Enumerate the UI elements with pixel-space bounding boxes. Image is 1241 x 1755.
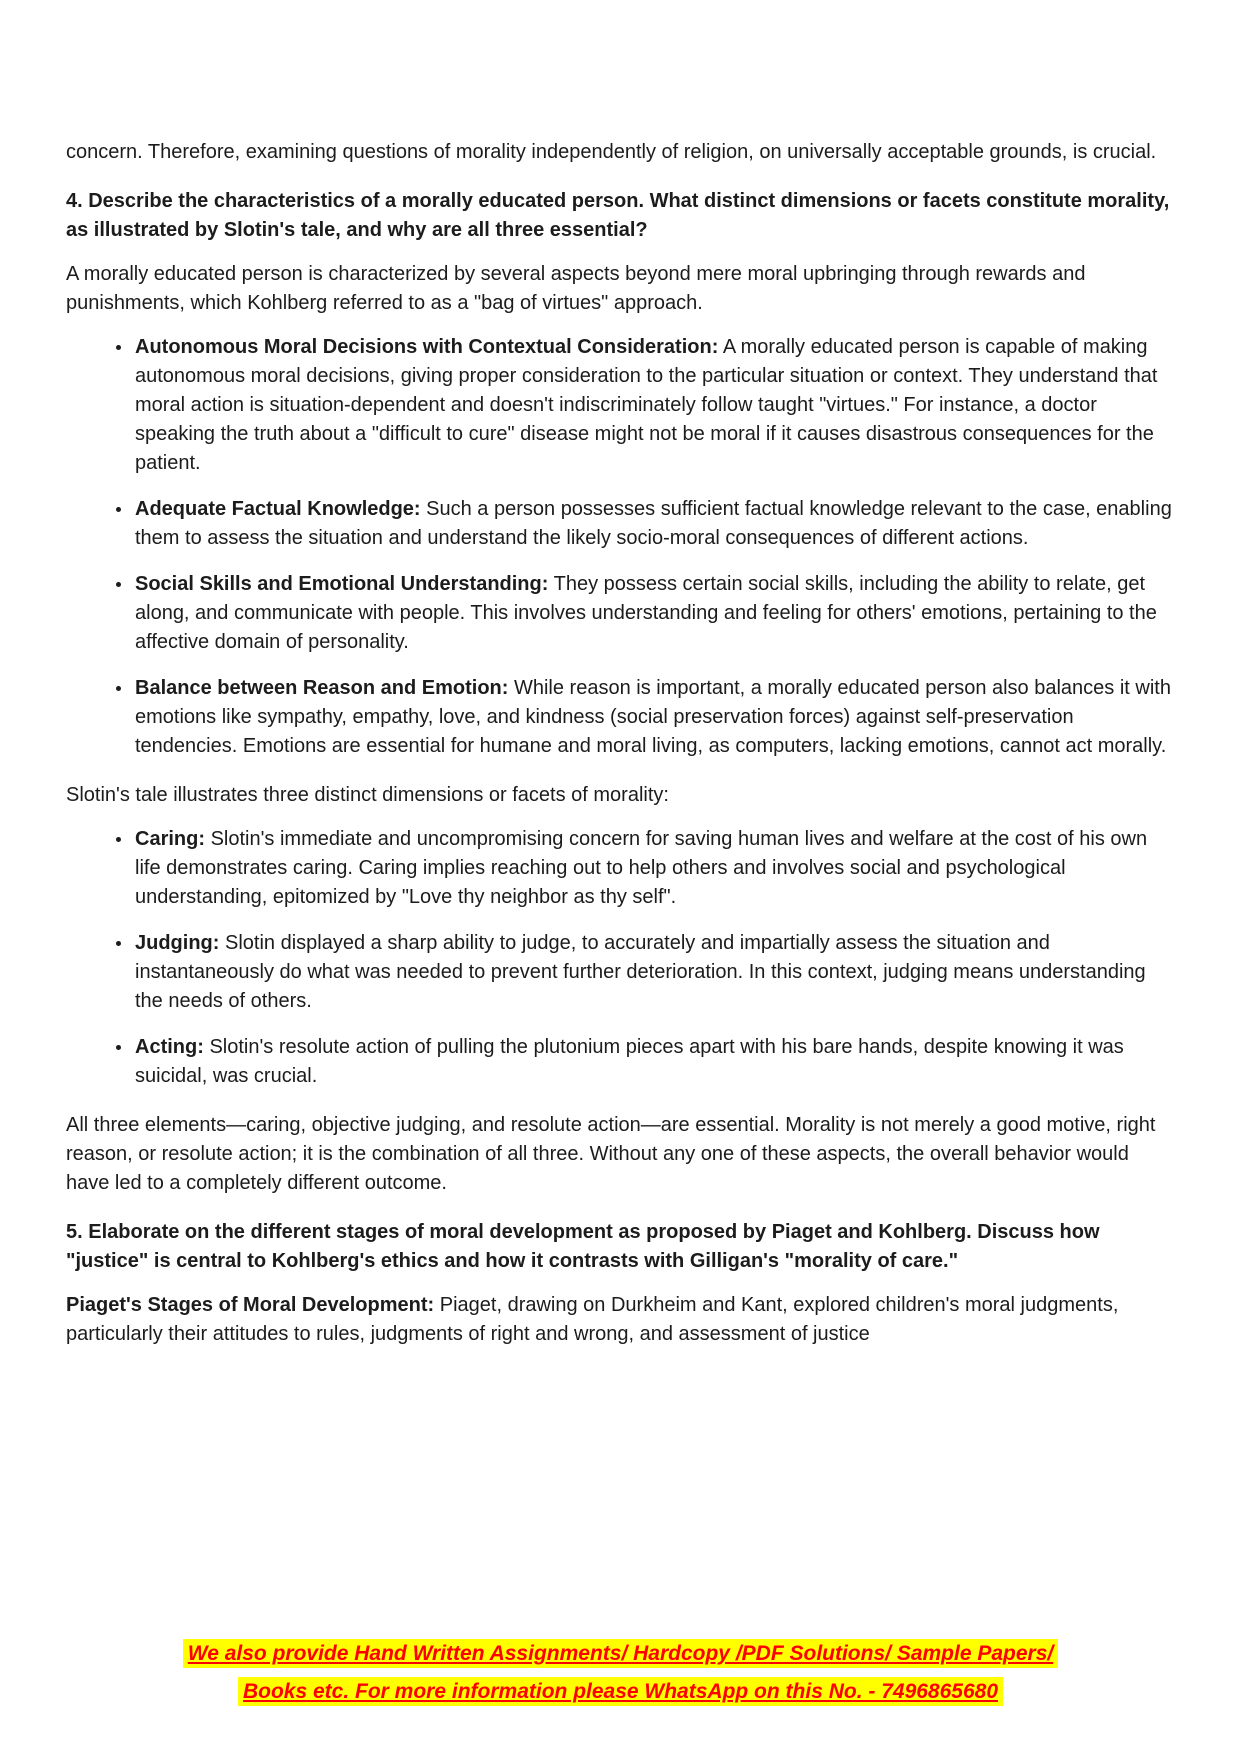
list-item-text: While reason is important, a morally educated person also balances it with emotions like sympathy, empathy, love, and kindness (social preservation forces) against self-preservation tendencies. Emotions are essential for humane and moral living, as computers, lacking emotions, cannot act morally. — [135, 677, 1171, 757]
list-item — [133, 570, 1175, 657]
question-4-heading: 4. Describe the characteristics of a morally educated person. What distinct dimensions or facets constitute morality, as illustrated by Slotin's tale, and why are all three essential? — [66, 190, 1170, 241]
list-item-text: A morally educated person is capable of making autonomous moral decisions, giving proper consideration to the particular situation or context. They understand that moral action is situation-dependent and doesn't indiscriminately follow taught "virtues." For instance, a doctor speaking the truth about a "difficult to cure" disease might not be moral if it causes disastrous consequences for the patient. — [135, 336, 1158, 474]
list-item-label: Adequate Factual Knowledge: — [135, 498, 421, 520]
footer-banner — [0, 1635, 1241, 1711]
intro-paragraph: concern. Therefore, examining questions of morality independently of religion, on universally acceptable grounds, is crucial. — [66, 141, 1157, 163]
list-item-text: Slotin displayed a sharp ability to judge, to accurately and impartially assess the situation and instantaneously do what was needed to prevent further deterioration. In this context, judging means understanding the needs of others. — [135, 932, 1146, 1012]
list-item-label: Balance between Reason and Emotion: — [135, 677, 509, 699]
list-item — [133, 929, 1175, 1016]
list-item-label: Acting: — [135, 1036, 204, 1058]
footer-line-1: We also provide Hand Written Assignments/ Hardcopy /PDF Solutions/ Sample Papers/ — [183, 1639, 1058, 1668]
question-5-heading: 5. Elaborate on the different stages of moral development as proposed by Piaget and Kohlberg. Discuss how "justice" is central to Kohlberg's ethics and how it contrasts with Gilligan's "morality of care." — [66, 1221, 1100, 1272]
footer-line-2: Books etc. For more information please WhatsApp on this No. - 7496865680 — [238, 1677, 1003, 1706]
list-item — [133, 825, 1175, 912]
slotin-facets-list — [66, 825, 1175, 1091]
list-item-label: Judging: — [135, 932, 220, 954]
list-item-text: Such a person possesses sufficient factual knowledge relevant to the case, enabling them to assess the situation and understand the likely socio-moral consequences of different actions. — [135, 498, 1172, 549]
q4-characteristics-list — [66, 333, 1175, 761]
q4-intro-paragraph: A morally educated person is characterized by several aspects beyond mere moral upbringing through rewards and punishments, which Kohlberg referred to as a "bag of virtues" approach. — [66, 263, 1086, 314]
q4-conclusion-paragraph: All three elements—caring, objective judging, and resolute action—are essential. Morality is not merely a good motive, right reason, or resolute action; it is the combination of all three. Without any one of these aspects, the overall behavior would have led to a completely different outcome. — [66, 1114, 1156, 1194]
list-item — [133, 333, 1175, 478]
slotin-intro-paragraph: Slotin's tale illustrates three distinct dimensions or facets of morality: — [66, 784, 669, 806]
list-item-text: They possess certain social skills, including the ability to relate, get along, and communicate with people. This involves understanding and feeling for others' emotions, pertaining to the affective domain of personality. — [135, 573, 1157, 653]
q5-paragraph-text: Piaget, drawing on Durkheim and Kant, explored children's moral judgments, particularly their attitudes to rules, judgments of right and wrong, and assessment of justice — [66, 1294, 1119, 1345]
list-item-label: Social Skills and Emotional Understanding: — [135, 573, 549, 595]
list-item-text: Slotin's resolute action of pulling the plutonium pieces apart with his bare hands, despite knowing it was suicidal, was crucial. — [135, 1036, 1124, 1087]
q5-paragraph-label: Piaget's Stages of Moral Development: — [66, 1294, 435, 1316]
list-item — [133, 1033, 1175, 1091]
list-item — [133, 674, 1175, 761]
list-item-label: Caring: — [135, 828, 205, 850]
list-item — [133, 495, 1175, 553]
list-item-label: Autonomous Moral Decisions with Contextual Consideration: — [135, 336, 719, 358]
list-item-text: Slotin's immediate and uncompromising concern for saving human lives and welfare at the cost of his own life demonstrates caring. Caring implies reaching out to help others and involves social and psychological understanding, epitomized by "Love thy neighbor as thy self". — [135, 828, 1148, 908]
q5-paragraph — [66, 1291, 1175, 1349]
